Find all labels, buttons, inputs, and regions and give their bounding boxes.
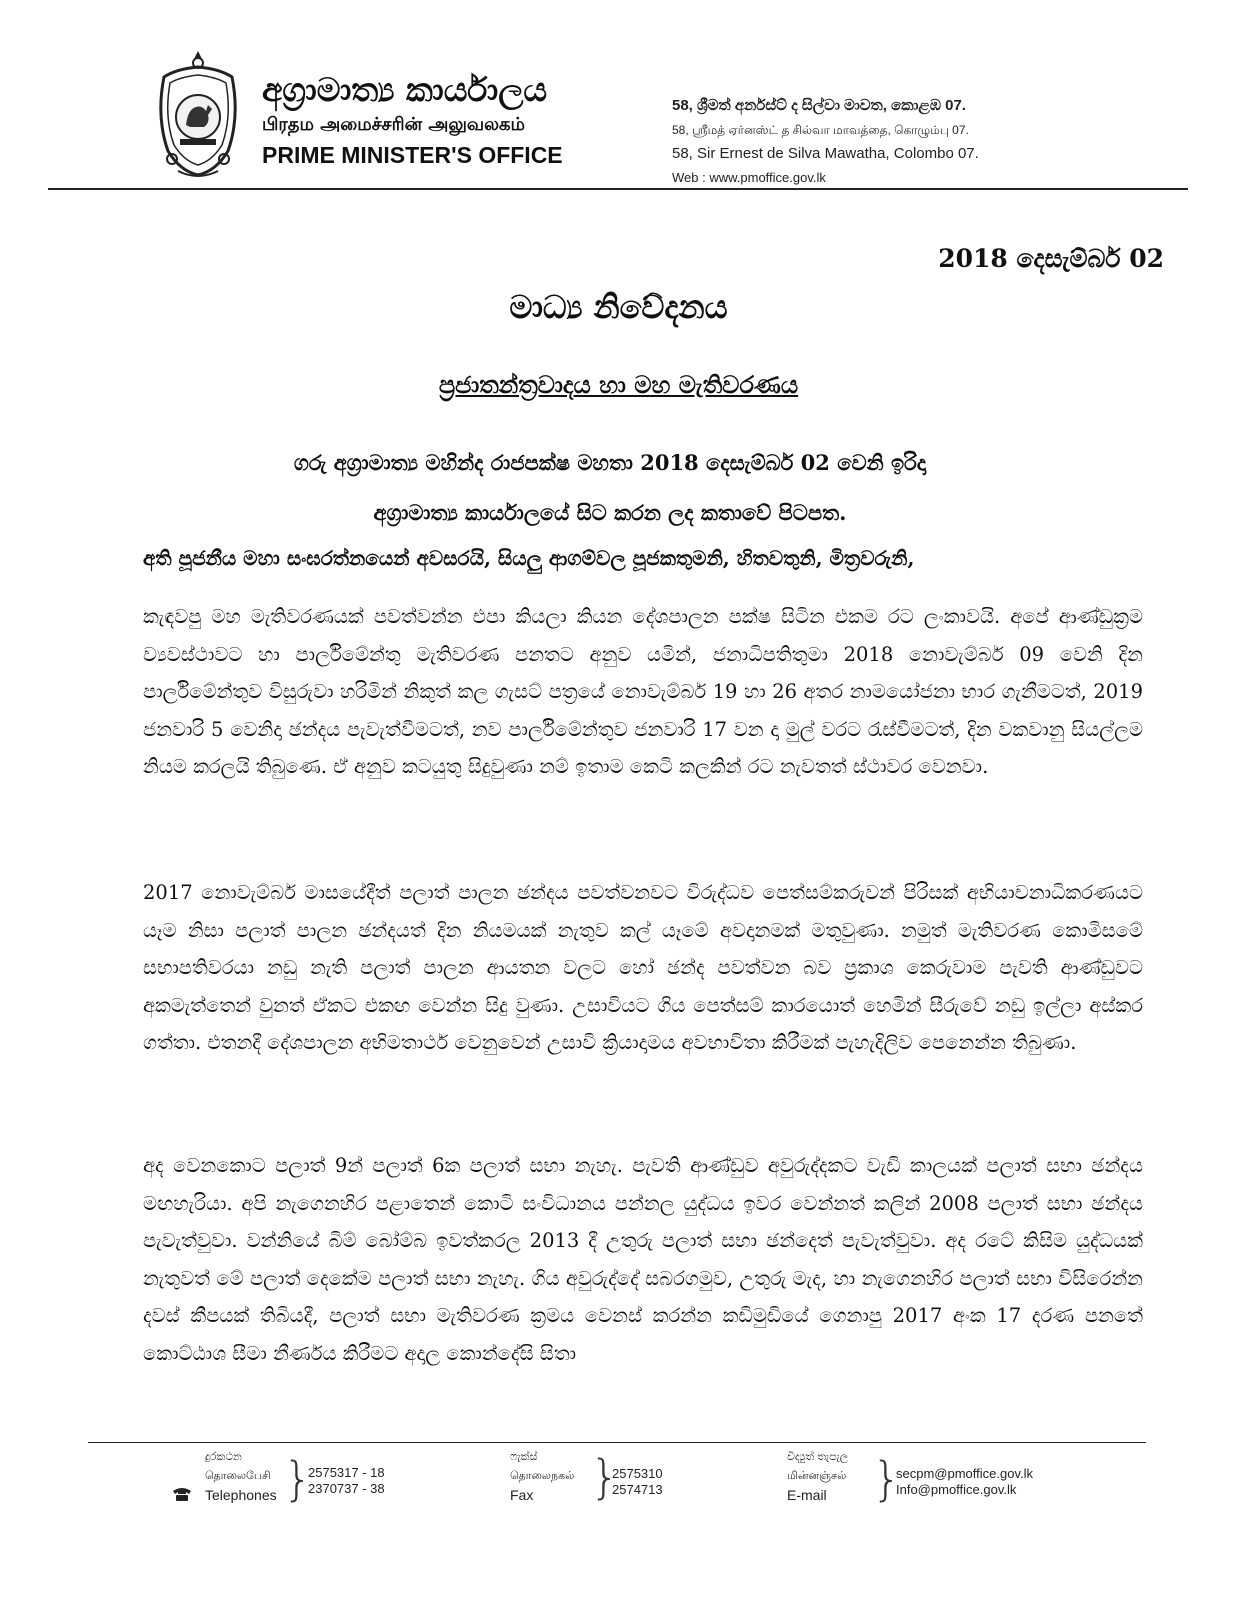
telephone-numbers bbox=[308, 1465, 385, 1497]
telephone-brace: } bbox=[283, 1452, 313, 1506]
document-subtitle bbox=[0, 370, 1237, 399]
greeting: අති පූජනීය මහා සංඝරත්නයෙන් අවසරයි, සියලු ආගම්වල පූජකතුමනි, හිතවතුනි, මිත්‍රවරුනි, bbox=[143, 546, 915, 570]
letterhead bbox=[0, 0, 1237, 200]
document-title: මාධ්‍ය නිවේදනය bbox=[509, 288, 728, 326]
email-label-en: E-mail bbox=[787, 1487, 827, 1503]
telephone-label-en: Telephones bbox=[205, 1487, 277, 1503]
office-name-sinhala: අග්‍රාමාත්‍ය කාර්යාලය bbox=[262, 70, 548, 109]
document-subtitle-text: ප්‍රජාතන්ත්‍රවාදය හා මහ මැතිවරණය bbox=[438, 370, 799, 399]
fax-labels bbox=[510, 1448, 574, 1505]
email-addresses bbox=[896, 1466, 1033, 1498]
email-label-ta: மின்னஞ்சல் bbox=[787, 1470, 847, 1482]
office-address bbox=[672, 94, 979, 190]
footer-divider bbox=[88, 1442, 1146, 1443]
telephone-number[interactable]: 2370737 - 38 bbox=[308, 1481, 385, 1496]
office-name-english: PRIME MINISTER'S OFFICE bbox=[262, 142, 563, 168]
office-names bbox=[262, 70, 563, 170]
telephone-label-ta: தொலைபேசி bbox=[205, 1470, 271, 1482]
fax-label-en: Fax bbox=[510, 1487, 534, 1503]
telephone-icon bbox=[172, 1486, 192, 1502]
telephone-labels bbox=[205, 1448, 277, 1505]
paragraph-1: කැඳවපු මහ මැතිවරණයක් පවත්වන්න එපා කියලා කියන දේශපාලන පක්ෂ සිටින එකම රට ලංකාවයි. අපේ ආණ්ඩුක්‍රම ව්‍යවස්ථාවට හා පාර්ලිමේන්තු මැතිවරණ පනතට අනුව යමින්, ජනාධිපතිතුමා 2018 නොවැම්බර් 09 වෙනි දින පාර්ලිමේන්තුව විසුරුවා හරිමින් නිකුත් කල ගැසට් පත්‍රයේ නොවැම්බර් 19 හා 26 අතර නාමයෝජනා භාර ගැනීමටත්, 2019 ජනවාරි 5 වෙනිදා ඡන්දය පැවැත්වීමටත්, නව පාර්ලිමේන්තුව ජනවාරි 17 වන දා මුල් වරට රැස්වීමටත්, දින වකවානු සියල්ලම නියම කරලයි තිබුණෙ. ඒ අනුව කටයුතු සිදුවුණා නම් ඉතාම කෙටි කලකින් රට නැවතත් ස්ථාවර වෙනවා. bbox=[143, 605, 1143, 778]
header-divider bbox=[48, 188, 1188, 190]
telephone-number[interactable]: 2575317 - 18 bbox=[308, 1465, 385, 1480]
email-label-si: විද්‍යුත් තැපැල bbox=[787, 1451, 849, 1463]
website-link[interactable]: Web : www.pmoffice.gov.lk bbox=[672, 170, 826, 185]
speech-intro bbox=[215, 438, 1005, 538]
email-labels bbox=[787, 1448, 848, 1505]
email-address[interactable]: Info@pmoffice.gov.lk bbox=[896, 1482, 1017, 1497]
sri-lanka-emblem-icon bbox=[150, 47, 246, 183]
fax-brace: } bbox=[590, 1450, 620, 1504]
footer bbox=[0, 1448, 1237, 1528]
document-date: 2018 දෙසැම්බර් 02 bbox=[938, 244, 1164, 273]
telephone-label-si: දුරකථන bbox=[205, 1451, 242, 1463]
fax-label-ta: தொலைநகல் bbox=[510, 1470, 575, 1482]
fax-label-si: ෆැක්ස් bbox=[510, 1451, 538, 1463]
intro-line-2: අග්‍රාමාත්‍ය කාර්යාලයේ සිට කරන ලද කතාවේ පිටපත. bbox=[373, 500, 847, 525]
fax-number: 2575310 bbox=[612, 1466, 663, 1481]
address-english: 58, Sir Ernest de Silva Mawatha, Colombo 07. bbox=[672, 145, 979, 162]
fax-numbers bbox=[612, 1466, 663, 1498]
email-address[interactable]: secpm@pmoffice.gov.lk bbox=[896, 1466, 1033, 1481]
address-sinhala: 58, ශ්‍රීමත් අර්නස්ට් ද සිල්වා මාවත, කොළඹ 07. bbox=[672, 97, 966, 114]
paragraph-2: 2017 නොවැම්බර් මාසයේදීත් පලාත් පාලන ඡන්දය පවත්වනවට විරුද්ධව පෙත්සම්කරුවන් පිරිසක් අභියාචනාධිකරණයට යෑම නිසා පලාත් පාලන ඡන්දයත් දින නියමයක් නැතුව කල් යෑමේ අවදානමක් මතුවුණා. නමුත් මැතිවරණ කොමිසමේ සභාපතිවරයා නඩු නැති පලාත් පාලන ආයතන වලට හෝ ඡන්ද පවත්වන බව ප්‍රකාශ කෙරුවාම පැවති ආණ්ඩුවට අකමැත්තෙන් වුනත් ඒකට එකඟ වෙන්න සිදු වුණා. උසාවියට ගිය පෙත්සම් කාරයොත් හෙමින් සීරුවේ නඩු ඉල්ලා අස්කර ගත්තා. එතනදී දේශපාලන අභිමතාර්ථ වෙනුවෙන් උසාවි ක්‍රියාදාමය අවභාවිතා කිරීමක් පැහැදිලිව පෙනෙන්න තිබුණා. bbox=[143, 881, 1143, 1054]
intro-line-1: ගරු අග්‍රාමාත්‍ය මහින්ද රාජපක්ෂ මහතා 2018 දෙසැම්බර් 02 වෙනි ඉරිදා bbox=[293, 450, 927, 475]
address-tamil: 58, ஸ்ரீமத் ஏர்னஸ்ட் த சில்வா மாவத்தை, கொழும்பு 07. bbox=[672, 123, 969, 137]
fax-number: 2574713 bbox=[612, 1482, 663, 1497]
office-name-tamil: பிரதம அமைச்சரின் அலுவலகம் bbox=[262, 114, 526, 135]
email-brace: } bbox=[872, 1452, 902, 1506]
paragraph-3: අද වෙනකොට පලාත් 9න් පලාත් 6ක පලාත් සභා නැහැ. පැවති ආණ්ඩුව අවුරුද්දකට වැඩි කාලයක් පලාත් සභා ඡන්දය මඟහැරියා. අපි නැගෙනහිර පළාතෙන් කොටි සංවිධානය පන්නල යුද්ධය ඉවර වෙන්නත් කලින් 2008 පලාත් සභා ඡන්දය පැවැත්වුවා. වන්නියේ බිම් බෝම්බ ඉවත්කරල 2013 දී උතුරු පලාත් සභා ඡන්දෙත් පැවැත්වුවා. අද රටේ කිසිම යුද්ධයක් නැතුවත් මේ පලාත් දෙකේම පලාත් සභා නැහැ. ගිය අවුරුද්දේ සබරගමුව, උතුරු මැද, හා නැගෙනහිර පලාත් සභා විසිරෙන්න දවස් කීපයක් තිබියදී, පලාත් සභා මැතිවරණ ක්‍රමය වෙනස් කරන්න කඩිමුඩියේ ගෙනාපු 2017 අංක 17 දරණ පනතේ කොට්ඨාශ සීමා නීර්ණය කිරීමට අදාල කොන්දේසි සිතා bbox=[143, 1154, 1143, 1365]
